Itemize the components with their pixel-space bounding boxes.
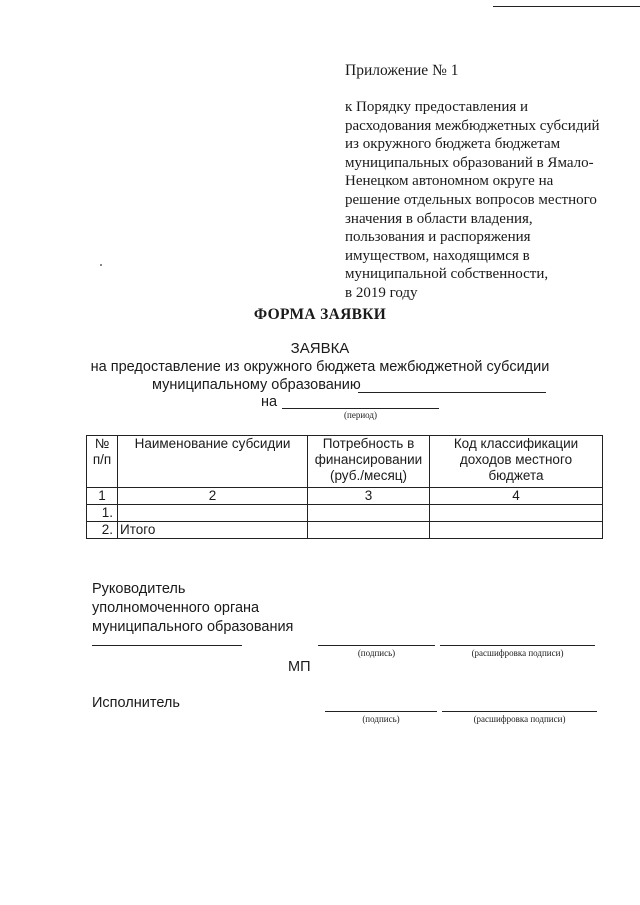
column-number: 3 <box>308 488 430 505</box>
scan-speck <box>100 264 102 266</box>
application-subtitle: на предоставление из окружного бюджета межбюджетной субсидии <box>90 359 550 375</box>
table-row <box>87 505 603 522</box>
row-name-cell: Итого <box>118 522 308 539</box>
row-index: 2. <box>87 522 118 539</box>
stamp-mark: МП <box>288 659 311 675</box>
appendix-line: муниципальной собственности, <box>345 266 549 283</box>
header-number: № п/п <box>87 436 118 488</box>
period-input-line[interactable] <box>282 408 439 409</box>
head-signature-label <box>92 580 293 637</box>
period-caption: (период) <box>344 410 377 420</box>
appendix-line: муниципальных образований в Ямало- <box>345 154 594 171</box>
appendix-line: Ненецком автономном округе на <box>345 173 554 190</box>
row-code-cell[interactable] <box>430 522 603 539</box>
column-number: 1 <box>87 488 118 505</box>
head-decoding-line[interactable] <box>440 645 595 646</box>
executor-label: Исполнитель <box>92 695 180 711</box>
column-number: 2 <box>118 488 308 505</box>
head-extra-line[interactable] <box>92 645 242 646</box>
row-name-cell[interactable] <box>118 505 308 522</box>
executor-signature-line[interactable] <box>325 711 437 712</box>
appendix-line: пользования и распоряжения <box>345 229 531 246</box>
head-label-line: муниципального образования <box>92 619 294 635</box>
head-label-line: Руководитель <box>92 581 186 597</box>
decoding-caption: (расшифровка подписи) <box>471 648 564 658</box>
appendix-line: в 2019 году <box>345 284 418 301</box>
executor-decoding-line[interactable] <box>442 711 597 712</box>
appendix-line: решение отдельных вопросов местного <box>345 191 597 208</box>
top-border-line <box>493 6 640 7</box>
row-need-cell[interactable] <box>308 505 430 522</box>
signature-caption: (подпись) <box>362 714 400 724</box>
signature-caption: (подпись) <box>357 648 396 658</box>
appendix-body <box>345 98 620 303</box>
head-signature-line[interactable] <box>318 645 435 646</box>
appendix-line: к Порядку предоставления и <box>345 99 529 115</box>
table-row <box>87 522 603 539</box>
column-number: 4 <box>430 488 603 505</box>
header-subsidy-name: Наименование субсидии <box>118 436 308 488</box>
subsidy-table <box>86 435 603 539</box>
recipient-input-line[interactable] <box>358 392 546 393</box>
table-column-numbers-row <box>87 488 603 505</box>
decoding-caption: (расшифровка подписи) <box>473 714 566 724</box>
application-title: ЗАЯВКА <box>290 340 350 357</box>
period-prefix: на <box>261 394 278 410</box>
head-label-line: уполномоченного органа <box>92 600 260 616</box>
appendix-line: имуществом, находящимся в <box>345 247 530 264</box>
table-header-row <box>87 436 603 488</box>
appendix-line: значения в области владения, <box>345 210 533 227</box>
row-need-cell[interactable] <box>308 522 430 539</box>
appendix-line: из окружного бюджета бюджетам <box>345 136 561 153</box>
appendix-line: расходования межбюджетных субсидий <box>345 117 600 134</box>
row-index: 1. <box>87 505 118 522</box>
form-heading: ФОРМА ЗАЯВКИ <box>253 306 387 323</box>
appendix-title: Приложение № 1 <box>345 62 459 79</box>
header-code: Код классификации доходов местного бюджета <box>430 436 603 488</box>
header-need: Потребность в финансировании (руб./месяц) <box>308 436 430 488</box>
recipient-label: муниципальному образованию <box>152 377 361 393</box>
row-code-cell[interactable] <box>430 505 603 522</box>
